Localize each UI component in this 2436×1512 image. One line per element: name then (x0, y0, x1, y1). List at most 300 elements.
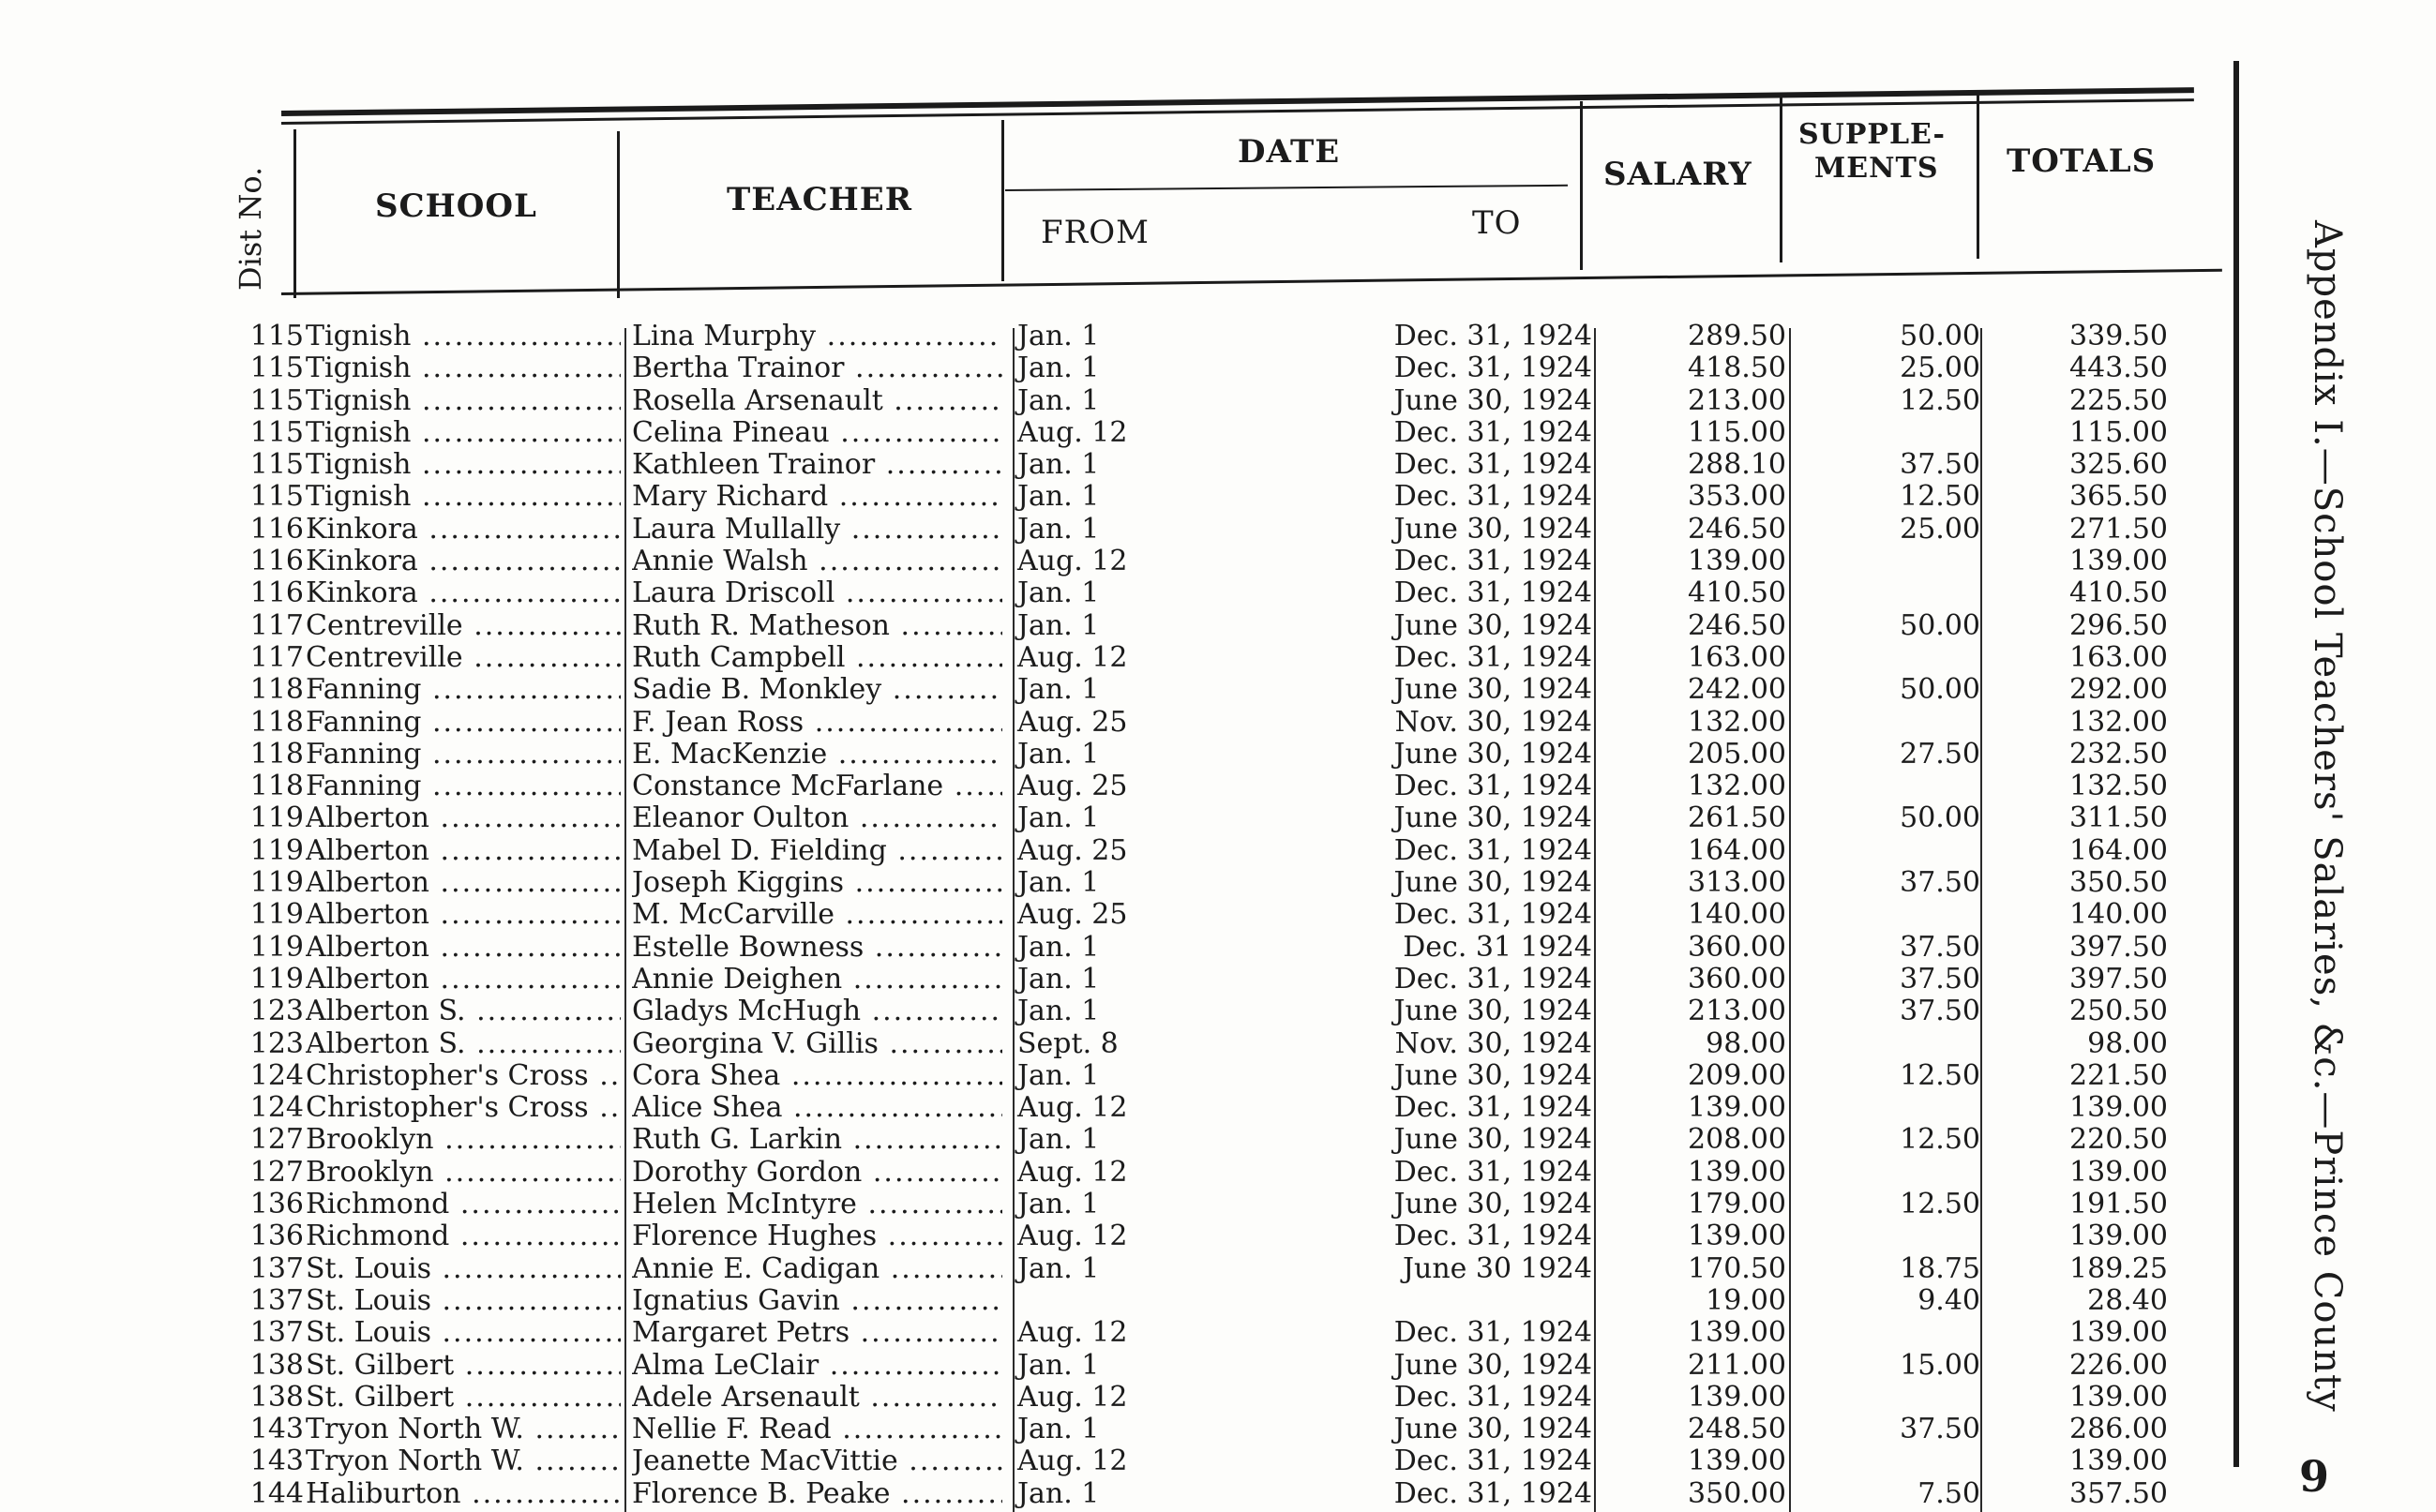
table-row (0, 899, 2250, 931)
dist-no-cell: 116 (249, 545, 304, 578)
salary-cell: 170.50 (1688, 1251, 1786, 1285)
supplements-cell: 12.50 (1900, 1188, 1980, 1221)
table-row (0, 449, 2250, 481)
salary-cell: 208.00 (1688, 1123, 1786, 1157)
supplements-cell: 12.50 (1900, 383, 1980, 417)
date-from-cell: Jan. 1 (1017, 608, 1100, 642)
table-row (0, 1060, 2250, 1092)
table-row (0, 802, 2250, 834)
header-dist-no: Dist No. (233, 166, 268, 291)
teacher-cell: Alice Shea ..... (632, 1092, 1002, 1124)
table-row (0, 674, 2250, 706)
school-cell: Brooklyn ..... (306, 1157, 621, 1189)
salary-cell: 410.50 (1688, 576, 1786, 610)
table-row (0, 932, 2250, 964)
table-row (0, 1350, 2250, 1382)
total-cell: 220.50 (2069, 1123, 2168, 1157)
salary-cell: 360.00 (1688, 930, 1786, 964)
total-cell: 139.00 (2069, 1380, 2168, 1414)
supplements-cell: 12.50 (1900, 1058, 1980, 1092)
supplements-cell: 37.50 (1900, 930, 1980, 964)
date-to-cell: Dec. 31, 1924 (1393, 1445, 1592, 1478)
salary-cell: 213.00 (1688, 995, 1786, 1028)
salary-cell: 418.50 (1688, 352, 1786, 385)
dist-no-cell: 136 (249, 1188, 304, 1221)
salary-cell: 139.00 (1688, 1091, 1786, 1125)
table-row (0, 321, 2250, 352)
date-to-cell: Dec. 31, 1924 (1393, 898, 1592, 932)
teacher-cell: Constance McFarlane ..... (632, 771, 1002, 802)
supplements-cell: 15.00 (1900, 1348, 1980, 1382)
table-row (0, 835, 2250, 867)
salary-cell: 248.50 (1688, 1413, 1786, 1446)
teacher-cell: Mabel D. Fielding ..... (632, 835, 1002, 867)
teacher-cell: Gladys McHugh ..... (632, 996, 1002, 1027)
total-cell: 139.00 (2069, 545, 2168, 578)
dist-no-cell: 127 (249, 1123, 304, 1157)
total-cell: 357.50 (2069, 1476, 2168, 1510)
salary-cell: 139.00 (1688, 1380, 1786, 1414)
salary-cell: 261.50 (1688, 801, 1786, 835)
salary-cell: 164.00 (1688, 833, 1786, 867)
dist-no-cell: 137 (249, 1316, 304, 1350)
header-school: SCHOOL (375, 187, 537, 225)
date-from-cell: Aug. 12 (1017, 1316, 1128, 1350)
date-from-cell: Jan. 1 (1017, 866, 1100, 900)
dist-no-cell: 118 (249, 673, 304, 707)
table-row (0, 1414, 2250, 1445)
dist-no-cell: 123 (249, 995, 304, 1028)
total-cell: 191.50 (2069, 1188, 2168, 1221)
supplements-cell: 7.50 (1917, 1476, 1980, 1510)
date-from-cell: Jan. 1 (1017, 352, 1100, 385)
table-row (0, 867, 2250, 899)
date-from-cell: Aug. 12 (1017, 415, 1128, 449)
supplements-cell: 25.00 (1900, 512, 1980, 546)
table-row (0, 610, 2250, 642)
date-from-cell: Aug. 25 (1017, 898, 1128, 932)
dist-no-cell: 117 (249, 608, 304, 642)
date-from-cell: Jan. 1 (1017, 801, 1100, 835)
dist-no-cell: 118 (249, 705, 304, 739)
school-cell: Haliburton ..... (306, 1478, 621, 1510)
school-cell: St. Gilbert ..... (306, 1350, 621, 1382)
date-from-cell: Aug. 12 (1017, 1220, 1128, 1253)
date-from-cell: Aug. 12 (1017, 1445, 1128, 1478)
salary-cell: 313.00 (1688, 866, 1786, 900)
school-cell: St. Louis ..... (306, 1317, 621, 1349)
date-to-cell: Dec. 31, 1924 (1393, 1155, 1592, 1189)
date-to-cell: Dec. 31, 1924 (1393, 576, 1592, 610)
teacher-cell: Dorothy Gordon ..... (632, 1157, 1002, 1189)
teacher-cell: Kathleen Trainor ..... (632, 449, 1002, 481)
supplements-cell: 25.00 (1900, 352, 1980, 385)
teacher-cell: Ruth R. Matheson ..... (632, 610, 1002, 642)
date-to-cell: June 30, 1924 (1393, 1123, 1592, 1157)
total-cell: 98.00 (2087, 1026, 2168, 1060)
date-from-cell: Jan. 1 (1017, 1348, 1100, 1382)
date-to-cell: Dec. 31, 1924 (1393, 1316, 1592, 1350)
header-salary: SALARY (1603, 156, 1752, 193)
total-cell: 189.25 (2069, 1251, 2168, 1285)
date-from-cell: Jan. 1 (1017, 673, 1100, 707)
date-to-cell: Dec. 31, 1924 (1393, 962, 1592, 996)
supplements-cell: 37.50 (1900, 1413, 1980, 1446)
header-supplements-2: MENTS (1814, 152, 1939, 185)
side-title: Appendix I.—School Teachers' Salaries, &c.—Prince County (2306, 220, 2349, 1413)
page-number: 9 (2299, 1451, 2330, 1502)
school-cell: Alberton ..... (306, 835, 621, 867)
dist-no-cell: 124 (249, 1091, 304, 1125)
date-from-cell: Aug. 25 (1017, 833, 1128, 867)
teacher-cell: Eleanor Oulton ..... (632, 802, 1002, 834)
dist-no-cell: 124 (249, 1058, 304, 1092)
school-cell: Alberton S. ..... (306, 1028, 621, 1060)
total-cell: 311.50 (2069, 801, 2168, 835)
school-cell: Fanning ..... (306, 771, 621, 802)
date-from-cell: Jan. 1 (1017, 1123, 1100, 1157)
total-cell: 286.00 (2069, 1413, 2168, 1446)
date-from-cell: Jan. 1 (1017, 737, 1100, 771)
teacher-cell: Ruth Campbell ..... (632, 642, 1002, 674)
table-row (0, 1124, 2250, 1156)
school-cell: Alberton S. ..... (306, 996, 621, 1027)
date-from-cell: Jan. 1 (1017, 1058, 1100, 1092)
school-cell: Centreville ..... (306, 610, 621, 642)
school-cell: Richmond ..... (306, 1189, 621, 1220)
dist-no-cell: 143 (249, 1413, 304, 1446)
salary-cell: 209.00 (1688, 1058, 1786, 1092)
teacher-cell: Laura Driscoll ..... (632, 577, 1002, 609)
total-cell: 139.00 (2069, 1220, 2168, 1253)
total-cell: 226.00 (2069, 1348, 2168, 1382)
dist-no-cell: 119 (249, 866, 304, 900)
salary-cell: 179.00 (1688, 1188, 1786, 1221)
teacher-cell: E. MacKenzie ..... (632, 739, 1002, 771)
table-row (0, 771, 2250, 802)
dist-no-cell: 115 (249, 415, 304, 449)
table-row (0, 964, 2250, 996)
date-from-cell: Jan. 1 (1017, 576, 1100, 610)
school-cell: St. Louis ..... (306, 1285, 621, 1317)
header-bottom-rule (281, 269, 2222, 295)
dist-no-cell: 116 (249, 576, 304, 610)
table-row (0, 1253, 2250, 1285)
date-from-cell: Aug. 25 (1017, 770, 1128, 803)
date-to-cell: Dec. 31, 1924 (1393, 448, 1592, 482)
table-row (0, 1285, 2250, 1317)
date-from-cell: Jan. 1 (1017, 962, 1100, 996)
dist-no-cell: 143 (249, 1445, 304, 1478)
teacher-cell: Bertha Trainor ..... (632, 352, 1002, 384)
table-row (0, 1317, 2250, 1349)
dist-no-cell: 118 (249, 770, 304, 803)
supplements-cell: 37.50 (1900, 448, 1980, 482)
salary-cell: 246.50 (1688, 608, 1786, 642)
supplements-cell: 27.50 (1900, 737, 1980, 771)
teacher-cell: Cora Shea ..... (632, 1060, 1002, 1092)
date-from-cell: Jan. 1 (1017, 383, 1100, 417)
dist-no-cell: 123 (249, 1026, 304, 1060)
school-cell: Kinkora ..... (306, 514, 621, 546)
salary-table (0, 321, 2250, 1510)
teacher-cell: Annie Deighen ..... (632, 964, 1002, 996)
date-to-cell: Dec. 31, 1924 (1393, 1091, 1592, 1125)
school-cell: Christopher's Cross ..... (306, 1092, 621, 1124)
date-from-cell: Aug. 12 (1017, 1380, 1128, 1414)
header-sep-dist (293, 129, 296, 298)
dist-no-cell: 116 (249, 512, 304, 546)
total-cell: 164.00 (2069, 833, 2168, 867)
table-row (0, 707, 2250, 739)
school-cell: Tignish ..... (306, 321, 621, 352)
school-cell: Tryon North W. ..... (306, 1445, 621, 1477)
school-cell: Brooklyn ..... (306, 1124, 621, 1156)
supplements-cell: 37.50 (1900, 995, 1980, 1028)
header-sep-date (1580, 101, 1583, 270)
teacher-cell: Mary Richard ..... (632, 481, 1002, 513)
table-row (0, 1478, 2250, 1510)
school-cell: St. Gilbert ..... (306, 1382, 621, 1414)
total-cell: 365.50 (2069, 480, 2168, 514)
table-row (0, 1220, 2250, 1252)
school-cell: Tignish ..... (306, 352, 621, 384)
date-from-cell: Aug. 12 (1017, 1155, 1128, 1189)
date-to-cell: June 30, 1924 (1393, 995, 1592, 1028)
date-from-cell: Sept. 8 (1017, 1026, 1119, 1060)
total-cell: 350.50 (2069, 866, 2168, 900)
total-cell: 296.50 (2069, 608, 2168, 642)
dist-no-cell: 115 (249, 320, 304, 352)
date-to-cell: Dec. 31, 1924 (1393, 415, 1592, 449)
table-row (0, 1189, 2250, 1220)
header-to: TO (1472, 204, 1522, 242)
total-cell: 163.00 (2069, 640, 2168, 674)
date-from-cell: Jan. 1 (1017, 512, 1100, 546)
date-from-cell: Jan. 1 (1017, 930, 1100, 964)
salary-cell: 353.00 (1688, 480, 1786, 514)
salary-cell: 163.00 (1688, 640, 1786, 674)
total-cell: 139.00 (2069, 1091, 2168, 1125)
date-to-cell: Dec. 31, 1924 (1393, 320, 1592, 352)
teacher-cell: Annie Walsh ..... (632, 546, 1002, 577)
header-sep-salary (1780, 94, 1782, 262)
dist-no-cell: 137 (249, 1283, 304, 1317)
dist-no-cell: 115 (249, 383, 304, 417)
supplements-cell: 12.50 (1900, 1123, 1980, 1157)
salary-cell: 205.00 (1688, 737, 1786, 771)
dist-no-cell: 137 (249, 1251, 304, 1285)
total-cell: 132.00 (2069, 705, 2168, 739)
total-cell: 28.40 (2087, 1283, 2168, 1317)
teacher-cell: Sadie B. Monkley ..... (632, 674, 1002, 706)
date-to-cell: Dec. 31, 1924 (1393, 1220, 1592, 1253)
date-to-cell: Dec. 31, 1924 (1393, 640, 1592, 674)
date-from-cell: Aug. 12 (1017, 545, 1128, 578)
supplements-cell: 50.00 (1900, 320, 1980, 352)
school-cell: Fanning ..... (306, 707, 621, 739)
header-totals: TOTALS (2007, 142, 2157, 180)
date-to-cell: Dec. 31, 1924 (1393, 352, 1592, 385)
total-cell: 292.00 (2069, 673, 2168, 707)
salary-cell: 139.00 (1688, 545, 1786, 578)
date-to-cell: Dec. 31, 1924 (1393, 545, 1592, 578)
school-cell: Tignish ..... (306, 417, 621, 449)
date-from-cell: Jan. 1 (1017, 320, 1100, 352)
dist-no-cell: 119 (249, 962, 304, 996)
total-cell: 410.50 (2069, 576, 2168, 610)
date-from-cell: Aug. 12 (1017, 640, 1128, 674)
date-to-cell: June 30, 1924 (1393, 1348, 1592, 1382)
salary-cell: 140.00 (1688, 898, 1786, 932)
header-sep-teacher (1001, 120, 1004, 281)
salary-cell: 288.10 (1688, 448, 1786, 482)
date-to-cell: June 30, 1924 (1393, 801, 1592, 835)
date-to-cell: Nov. 30, 1924 (1394, 1026, 1592, 1060)
header-date: DATE (1238, 133, 1341, 171)
salary-cell: 139.00 (1688, 1220, 1786, 1253)
school-cell: Fanning ..... (306, 674, 621, 706)
salary-cell: 132.00 (1688, 770, 1786, 803)
dist-no-cell: 119 (249, 801, 304, 835)
school-cell: Richmond ..... (306, 1220, 621, 1252)
salary-cell: 139.00 (1688, 1316, 1786, 1350)
date-subheader-rule (1005, 185, 1568, 191)
dist-no-cell: 118 (249, 737, 304, 771)
school-cell: Alberton ..... (306, 802, 621, 834)
teacher-cell: Jeanette MacVittie ..... (632, 1445, 1002, 1477)
teacher-cell: Helen McIntyre ..... (632, 1189, 1002, 1220)
total-cell: 397.50 (2069, 962, 2168, 996)
date-from-cell: Aug. 25 (1017, 705, 1128, 739)
date-to-cell: Dec. 31, 1924 (1393, 770, 1592, 803)
teacher-cell: Celina Pineau ..... (632, 417, 1002, 449)
date-to-cell: June 30, 1924 (1393, 608, 1592, 642)
teacher-cell: Joseph Kiggins ..... (632, 867, 1002, 899)
school-cell: Christopher's Cross ..... (306, 1060, 621, 1092)
teacher-cell: Adele Arsenault ..... (632, 1382, 1002, 1414)
table-row (0, 739, 2250, 771)
salary-cell: 360.00 (1688, 962, 1786, 996)
date-from-cell: Jan. 1 (1017, 448, 1100, 482)
teacher-cell: Lina Murphy ..... (632, 321, 1002, 352)
date-to-cell: June 30, 1924 (1393, 1413, 1592, 1446)
teacher-cell: Nellie F. Read ..... (632, 1414, 1002, 1445)
supplements-cell: 9.40 (1917, 1283, 1980, 1317)
table-row (0, 385, 2250, 417)
dist-no-cell: 138 (249, 1348, 304, 1382)
supplements-cell: 37.50 (1900, 866, 1980, 900)
dist-no-cell: 136 (249, 1220, 304, 1253)
supplements-cell: 50.00 (1900, 608, 1980, 642)
dist-no-cell: 144 (249, 1476, 304, 1510)
dist-no-cell: 115 (249, 448, 304, 482)
table-row (0, 417, 2250, 449)
teacher-cell: Estelle Bowness ..... (632, 932, 1002, 964)
total-cell: 115.00 (2069, 415, 2168, 449)
date-to-cell: June 30, 1924 (1393, 1188, 1592, 1221)
table-row (0, 577, 2250, 609)
teacher-cell: Margaret Petrs ..... (632, 1317, 1002, 1349)
date-from-cell: Aug. 12 (1017, 1091, 1128, 1125)
salary-cell: 139.00 (1688, 1155, 1786, 1189)
teacher-cell: Georgina V. Gillis ..... (632, 1028, 1002, 1060)
dist-no-cell: 119 (249, 930, 304, 964)
salary-cell: 115.00 (1688, 415, 1786, 449)
dist-no-cell: 119 (249, 898, 304, 932)
salary-cell: 246.50 (1688, 512, 1786, 546)
teacher-cell: Ignatius Gavin ..... (632, 1285, 1002, 1317)
total-cell: 325.60 (2069, 448, 2168, 482)
total-cell: 221.50 (2069, 1058, 2168, 1092)
supplements-cell: 37.50 (1900, 962, 1980, 996)
teacher-cell: F. Jean Ross ..... (632, 707, 1002, 739)
date-from-cell: Jan. 1 (1017, 995, 1100, 1028)
date-from-cell: Jan. 1 (1017, 1251, 1100, 1285)
school-cell: Tignish ..... (306, 449, 621, 481)
total-cell: 139.00 (2069, 1316, 2168, 1350)
salary-cell: 98.00 (1706, 1026, 1786, 1060)
date-to-cell: June 30, 1924 (1393, 383, 1592, 417)
total-cell: 271.50 (2069, 512, 2168, 546)
teacher-cell: Alma LeClair ..... (632, 1350, 1002, 1382)
date-to-cell: June 30, 1924 (1393, 673, 1592, 707)
salary-cell: 139.00 (1688, 1445, 1786, 1478)
header-supplements-1: SUPPLE- (1798, 118, 1946, 151)
total-cell: 139.00 (2069, 1445, 2168, 1478)
header-sep-school (617, 131, 620, 298)
table-row (0, 352, 2250, 384)
dist-no-cell: 115 (249, 352, 304, 385)
table-row (0, 996, 2250, 1027)
salary-cell: 213.00 (1688, 383, 1786, 417)
date-to-cell: June 30, 1924 (1393, 866, 1592, 900)
date-to-cell: June 30, 1924 (1393, 512, 1592, 546)
school-cell: Tignish ..... (306, 481, 621, 513)
salary-cell: 350.00 (1688, 1476, 1786, 1510)
dist-no-cell: 115 (249, 480, 304, 514)
date-to-cell: Dec. 31, 1924 (1393, 480, 1592, 514)
date-to-cell: Nov. 30, 1924 (1394, 705, 1592, 739)
supplements-cell: 50.00 (1900, 673, 1980, 707)
table-row (0, 1382, 2250, 1414)
header-from: FROM (1041, 214, 1150, 251)
total-cell: 139.00 (2069, 1155, 2168, 1189)
total-cell: 250.50 (2069, 995, 2168, 1028)
table-row (0, 546, 2250, 577)
salary-cell: 211.00 (1688, 1348, 1786, 1382)
salary-cell: 242.00 (1688, 673, 1786, 707)
total-cell: 397.50 (2069, 930, 2168, 964)
school-cell: Fanning ..... (306, 739, 621, 771)
teacher-cell: Florence Hughes ..... (632, 1220, 1002, 1252)
total-cell: 140.00 (2069, 898, 2168, 932)
date-to-cell: Dec. 31, 1924 (1393, 1476, 1592, 1510)
supplements-cell: 12.50 (1900, 480, 1980, 514)
total-cell: 225.50 (2069, 383, 2168, 417)
teacher-cell: Florence B. Peake ..... (632, 1478, 1002, 1510)
dist-no-cell: 117 (249, 640, 304, 674)
table-row (0, 481, 2250, 513)
date-from-cell: Jan. 1 (1017, 1413, 1100, 1446)
date-from-cell: Jan. 1 (1017, 1476, 1100, 1510)
date-to-cell: June 30, 1924 (1393, 737, 1592, 771)
total-cell: 232.50 (2069, 737, 2168, 771)
teacher-cell: Rosella Arsenault ..... (632, 385, 1002, 417)
dist-no-cell: 138 (249, 1380, 304, 1414)
date-to-cell: Dec. 31 1924 (1403, 930, 1592, 964)
school-cell: Kinkora ..... (306, 546, 621, 577)
